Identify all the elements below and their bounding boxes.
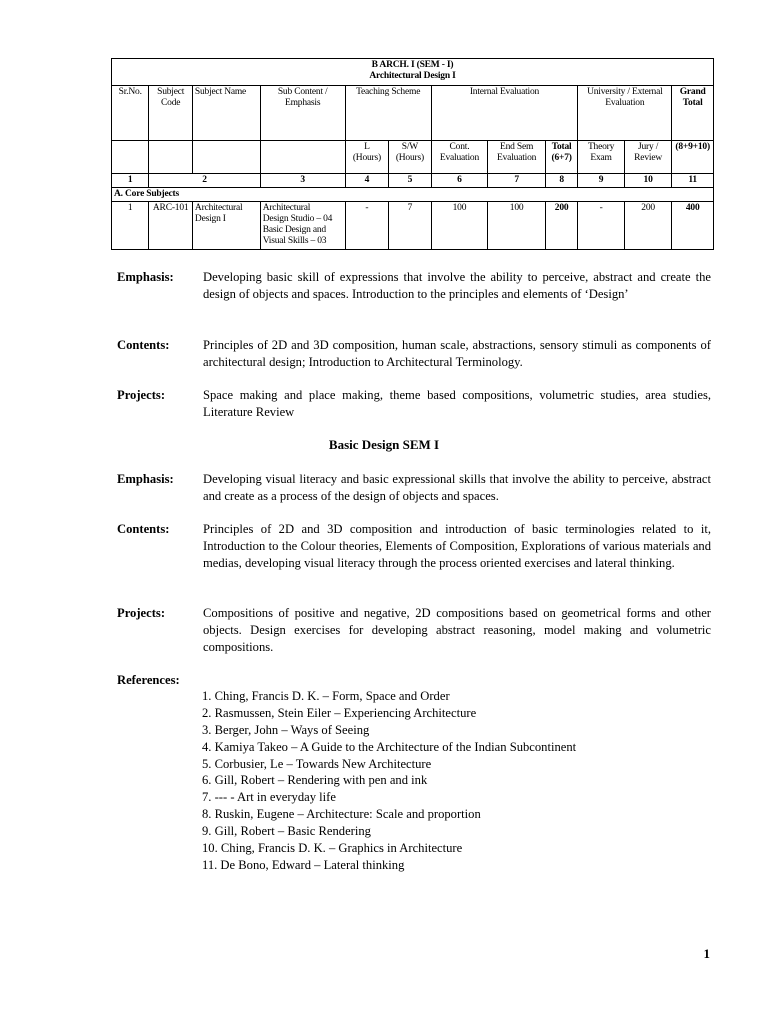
list-item: 9. Gill, Robert – Basic Rendering (202, 824, 371, 839)
header-sub-content: Sub Content / Emphasis (260, 86, 345, 141)
header-sr-no: Sr.No. (112, 86, 149, 141)
section-text: Principles of 2D and 3D composition and introduction of basic terminologies related to it, Introduction to the Colour theories, Elements of Composition, Explorations of various materials and medias, developing visual literacy through the process oriented exercises and lateral thinking. (203, 522, 711, 570)
basic-section-projects (117, 605, 711, 656)
empty-cell (112, 141, 149, 174)
subheader-sw (389, 141, 431, 174)
column-number: 9 (578, 174, 625, 188)
cell-theory: - (578, 202, 625, 250)
section-label: Emphasis: (117, 270, 174, 284)
section-text: Space making and place making, theme based compositions, volumetric studies, area studies, Literature Review (203, 388, 711, 419)
sub-content-line: Basic Design and (262, 225, 326, 235)
cell-grand-total: 400 (672, 202, 714, 250)
section-label: Emphasis: (117, 472, 174, 486)
list-item: 7. --- - Art in everyday life (202, 790, 336, 805)
empty-cell (192, 141, 260, 174)
list-item: 3. Berger, John – Ways of Seeing (202, 722, 370, 737)
references-list (202, 688, 722, 874)
header-internal-evaluation: Internal Evaluation (431, 86, 578, 141)
empty-cell (260, 141, 345, 174)
table-row (112, 202, 714, 250)
subheader-l-unit: (Hours) (352, 153, 381, 163)
column-number: 6 (431, 174, 488, 188)
header-subject-code: Subject Code (149, 86, 193, 141)
section-text: Developing visual literacy and basic expressional skills that involve the ability to perceive, abstract and create as a process of the design of objects and spaces. (203, 472, 711, 503)
subheader-jury: Jury / Review (624, 141, 672, 174)
sub-content-line: Visual Skills – 03 (262, 236, 327, 246)
syllabus-table (111, 58, 714, 250)
column-number: 11 (672, 174, 714, 188)
column-number: 3 (260, 174, 345, 188)
section-core-subjects: A. Core Subjects (112, 188, 714, 202)
list-item: 2. Rasmussen, Stein Eiler – Experiencing Architecture (202, 705, 477, 720)
column-number: 4 (345, 174, 389, 188)
subheader-total: Total (6+7) (545, 141, 577, 174)
section-label: Projects: (117, 606, 166, 620)
section-emphasis (117, 269, 711, 303)
column-number: 10 (624, 174, 672, 188)
column-number: 7 (488, 174, 546, 188)
column-number: 1 (112, 174, 149, 188)
cell-l: - (345, 202, 389, 250)
subheader-theory: Theory Exam (578, 141, 625, 174)
empty-cell (149, 141, 193, 174)
cell-subject-name: Architectural Design I (192, 202, 260, 250)
table-title-line1: B ARCH. I (SEM - I) (371, 60, 454, 70)
cell-sw: 7 (389, 202, 431, 250)
column-number: 2 (149, 174, 260, 188)
basic-design-heading: Basic Design SEM I (328, 437, 440, 452)
header-university-evaluation: University / External Evaluation (578, 86, 672, 141)
page-number: 1 (703, 946, 710, 961)
cell-sr: 1 (112, 202, 149, 250)
table-title-line2: Architectural Design I (369, 71, 456, 81)
list-item: 1. Ching, Francis D. K. – Form, Space and Order (202, 689, 450, 703)
header-grand-total: Grand Total (672, 86, 714, 141)
section-label: Contents: (117, 522, 170, 536)
header-subject-name: Subject Name (192, 86, 260, 141)
column-number: 5 (389, 174, 431, 188)
subheader-end-sem: End Sem Evaluation (488, 141, 546, 174)
list-item: 8. Ruskin, Eugene – Architecture: Scale and proportion (202, 807, 481, 822)
header-teaching-scheme: Teaching Scheme (345, 86, 431, 141)
subheader-sw-label: S/W (401, 142, 419, 152)
basic-section-contents (117, 521, 711, 572)
subheader-grand-formula: (8+9+10) (672, 141, 714, 174)
subheader-sw-unit: (Hours) (395, 153, 424, 163)
basic-section-emphasis (117, 471, 711, 505)
section-text: Principles of 2D and 3D composition, human scale, abstractions, sensory stimuli as components of architectural design; Introduction to Architectural Terminology. (203, 338, 711, 369)
sub-content-line: Architectural (262, 203, 311, 213)
list-item: 4. Kamiya Takeo – A Guide to the Architecture of the Indian Subcontinent (202, 739, 577, 754)
section-label: Projects: (117, 388, 166, 402)
column-number: 8 (545, 174, 577, 188)
section-contents (117, 337, 711, 371)
references-label: References: (117, 673, 180, 687)
cell-end-sem: 100 (488, 202, 546, 250)
section-label: Contents: (117, 338, 170, 352)
cell-cont-eval: 100 (431, 202, 488, 250)
cell-jury: 200 (624, 202, 672, 250)
list-item: 10. Ching, Francis D. K. – Graphics in Architecture (202, 841, 463, 856)
section-text: Compositions of positive and negative, 2D compositions based on geometrical forms and other objects. Design exercises for developing abstract reasoning, model making and volumetric compositions. (203, 606, 711, 654)
list-item: 6. Gill, Robert – Rendering with pen and ink (202, 773, 428, 788)
syllabus-table-container (111, 58, 714, 250)
cell-total: 200 (545, 202, 577, 250)
subheader-l (345, 141, 389, 174)
section-text: Developing basic skill of expressions that involve the ability to perceive, abstract and create the design of objects and spaces. Introduction to the principles and elements of ‘Design’ (203, 270, 711, 301)
table-title (112, 59, 714, 86)
subheader-cont-eval: Cont. Evaluation (431, 141, 488, 174)
list-item: 5. Corbusier, Le – Towards New Architecture (202, 756, 432, 771)
cell-code: ARC-101 (149, 202, 193, 250)
list-item: 11. De Bono, Edward – Lateral thinking (202, 857, 405, 872)
subheader-l-label: L (364, 142, 370, 152)
cell-sub-content (260, 202, 345, 250)
section-projects (117, 387, 711, 421)
sub-content-line: Design Studio – 04 (262, 214, 333, 224)
